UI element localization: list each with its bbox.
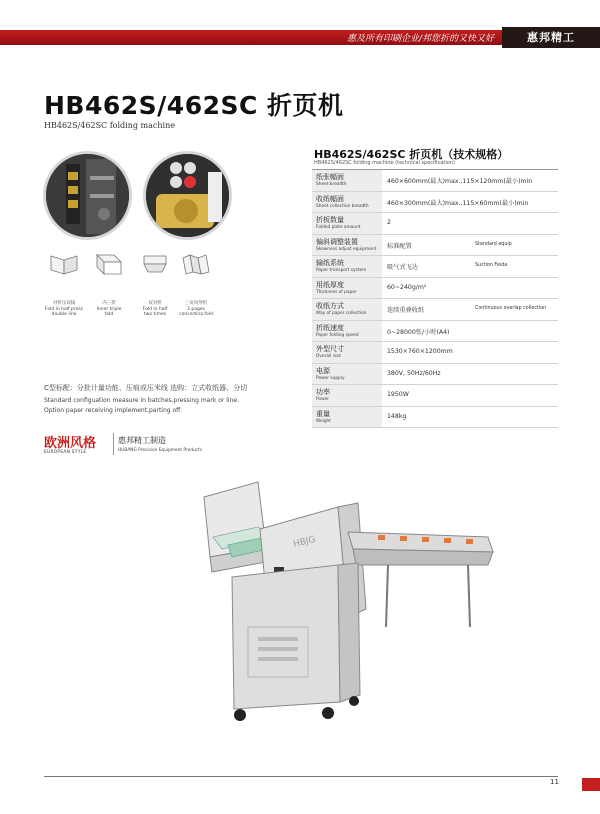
fold-label-1: 对折压双线 Fold in half press double line: [44, 301, 84, 317]
spec-label-cn: 电源: [316, 366, 330, 375]
spec-value: 0~28000张/小时(A4): [387, 328, 450, 336]
spec-row: [312, 213, 558, 235]
config-note-en-1: Standard configuation measure in batches,pressing mark or line.: [44, 397, 239, 404]
logo-company: 惠邦精工制造: [118, 436, 166, 445]
spec-label-cell: [312, 256, 382, 277]
fold-concertina-icon: [181, 252, 211, 276]
page-title: HB462S/462SC 折页机: [44, 91, 344, 120]
fold-label-4: 三页风琴折 3 pages concertina fold: [179, 301, 213, 317]
spec-value-en: Continuous overlap collection: [475, 306, 547, 311]
spec-label-en: Power: [316, 397, 329, 402]
spec-label-en: Folded plate amount: [316, 225, 361, 230]
spec-label-cell: [312, 364, 382, 385]
spec-value: 1530×760×1200mm: [387, 348, 453, 355]
spec-label-cell: [312, 213, 382, 234]
machine-brand-text: HBJG: [292, 534, 317, 550]
detail-photo-panel: [143, 151, 232, 240]
spec-label-cn: 折板数量: [316, 216, 344, 224]
folding-machine-image: [188, 477, 498, 732]
spec-row: [312, 385, 558, 407]
spec-subtitle: HB462S/462SC folding machine (technical specification): [314, 160, 455, 166]
spec-row: [312, 321, 558, 343]
header-tagline: 惠及所有印刷企业/邦您折的又快又好: [346, 34, 494, 44]
spec-label-cell: [312, 299, 382, 320]
spec-value: 1950W: [387, 391, 409, 398]
page-subtitle: HB462S/462SC folding machine: [44, 121, 175, 130]
spec-row: [312, 299, 558, 321]
fold-label-3: 双对折 Fold in half two times: [142, 301, 168, 317]
spec-row: [312, 342, 558, 364]
spec-label-en: Weight: [316, 418, 331, 424]
spec-label-cell: [312, 342, 382, 363]
spec-row: [312, 256, 558, 278]
logo-separator: [113, 433, 114, 455]
spec-label-cell: [312, 235, 382, 256]
spec-row: [312, 192, 558, 214]
spec-label-cell: [312, 321, 382, 342]
spec-label-cn: 输纸系统: [316, 259, 344, 267]
spec-value: 460×600mm(最大)max.,115×120mm(最小)min: [387, 178, 533, 185]
spec-label-cell: [312, 278, 382, 299]
config-note-en-2: Option paper receiving implement,parting off.: [44, 407, 183, 414]
spec-label-cn: 折纸速度: [316, 323, 344, 332]
fold-inner-triple-icon: [94, 252, 124, 276]
logo-european-style-en: EUROPEAN STYLE: [44, 450, 87, 455]
spec-value: 2: [387, 219, 391, 226]
spec-label-en: Paper folding speed: [316, 332, 359, 338]
spec-label-en: Way of paper collection: [316, 311, 367, 316]
spec-label-cn: 用纸厚度: [316, 280, 344, 289]
spec-label-en: Skewness adjust equipment: [316, 246, 377, 252]
spec-label-en: Sheet breadth: [316, 182, 347, 187]
spec-row: [312, 169, 558, 192]
footer-red-tab: [582, 778, 600, 791]
header-brand: 惠邦精工: [502, 27, 600, 48]
spec-label-cn: 重量: [316, 409, 330, 418]
spec-value: 380V, 50Hz/60Hz: [387, 369, 441, 377]
spec-value: 460×300mm(最大)max.,115×60mm(最小)min: [387, 199, 529, 207]
spec-row: [312, 364, 558, 386]
spec-value: 148kg: [387, 412, 407, 420]
detail-photo-rollers: [43, 151, 132, 240]
spec-label-en: Sheet collection breadth: [316, 203, 369, 209]
spec-row: [312, 278, 558, 300]
spec-value-en: Suction Feida: [475, 263, 508, 268]
spec-value: 连续重叠收纸: [387, 307, 425, 314]
spec-label-en: Power supply: [316, 375, 345, 381]
spec-label-cell: [312, 170, 382, 191]
spec-label-cell: [312, 385, 382, 406]
config-note-cn: C型标配：分批计量功能、压痕或压米线 选购：立式收纸器、分切: [44, 384, 248, 392]
spec-row: [312, 407, 558, 429]
page-number: 11: [550, 778, 559, 786]
fold-half-two-times-icon: [140, 252, 170, 276]
spec-title: HB462S/462SC 折页机（技术规格）: [314, 148, 509, 161]
spec-label-cell: [312, 192, 382, 213]
spec-value: 60~240g/m²: [387, 283, 427, 291]
spec-label-cn: 收纸方式: [316, 302, 344, 310]
logo-european-style: 欧洲风格: [44, 436, 97, 451]
spec-label-en: Overall size: [316, 354, 342, 359]
fold-half-double-line-icon: [49, 252, 79, 276]
spec-label-en: Paper transport system: [316, 268, 367, 273]
spec-label-cn: 纸张幅面: [316, 173, 344, 181]
spec-label-cn: 外型尺寸: [316, 345, 344, 353]
spec-value: 吸气式飞达: [387, 264, 418, 271]
spec-value: 标准配置: [387, 242, 412, 250]
spec-value-en: Standard equip: [475, 241, 512, 247]
spec-label-cell: [312, 407, 382, 428]
spec-label-cn: 功率: [316, 388, 330, 396]
fold-label-2: 内三折 Inner triple fold: [96, 301, 122, 317]
spec-label-en: Thickness of paper: [316, 289, 357, 295]
spec-row: [312, 235, 558, 257]
spec-table: [312, 169, 558, 428]
spec-label-cn: 偏斜调整装置: [316, 237, 358, 246]
logo-company-en: HUBANG Precision Equipment Products: [118, 448, 202, 453]
spec-label-cn: 收纸幅面: [316, 194, 344, 203]
footer-divider: [44, 776, 558, 777]
